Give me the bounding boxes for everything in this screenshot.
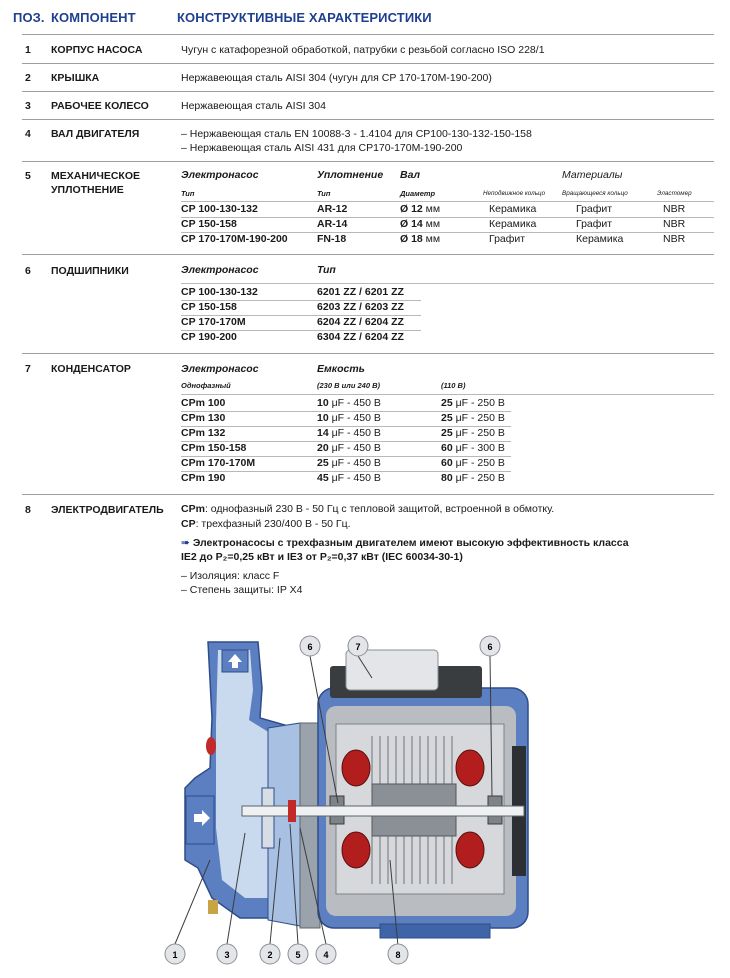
capacitance-230 [317, 397, 381, 409]
seal-unit: мм [422, 203, 441, 215]
seal-fixed-ring: Керамика [489, 203, 537, 215]
row-number: 2 [25, 72, 31, 84]
component-name: ВАЛ ДВИГАТЕЛЯ [51, 128, 140, 140]
component-value: Нержавеющая сталь AISI 304 (чугун для CP 170-170M-190-200) [181, 72, 492, 84]
capacitor-pump-model: CPm 150-158 [181, 442, 247, 454]
capacitance-230-rating: μF - 450 В [328, 397, 381, 409]
row-divider [22, 91, 714, 92]
efficiency-line-1 [181, 537, 629, 549]
svg-text:7: 7 [355, 642, 361, 652]
bearing-pump-model: CP 100-130-132 [181, 286, 258, 298]
bearing-type: 6203 ZZ / 6203 ZZ [317, 301, 404, 313]
callout-8 [388, 944, 408, 964]
capacitance-110-value: 25 [441, 412, 453, 424]
seal-sub-type: Тип [181, 189, 195, 198]
bearing-pump-model: CP 190-200 [181, 331, 237, 343]
capacitor-pump-model: CPm 132 [181, 427, 226, 439]
seal-elastomer: NBR [663, 218, 686, 230]
seal-rotating-ring: Керамика [576, 233, 624, 245]
component-name: ЭЛЕКТРОДВИГАТЕЛЬ [51, 504, 164, 516]
shaft-line-2: – Нержавеющая сталь AISI 431 для CP170-170M-190-200 [181, 142, 463, 154]
component-name: РАБОЧЕЕ КОЛЕСО [51, 100, 149, 112]
seal-fixed-ring: Графит [489, 233, 526, 245]
efficiency-text-1: Электронасосы с трехфазным двигателем имеют высокую эффективность класса [192, 537, 629, 549]
capacitance-230-value: 45 [317, 472, 329, 484]
row-divider [22, 161, 714, 162]
pump-cutaway-diagram [150, 628, 570, 973]
component-name-2: УПЛОТНЕНИЕ [51, 184, 124, 196]
capacitance-230-value: 25 [317, 457, 329, 469]
capacitance-110-value: 60 [441, 442, 453, 454]
capacitance-110-rating: μF - 250 В [452, 457, 505, 469]
svg-text:5: 5 [295, 950, 301, 960]
capacitance-230-rating: μF - 450 В [328, 457, 381, 469]
capacitance-230-value: 20 [317, 442, 329, 454]
motor-body [318, 650, 528, 938]
seal-sub-rotating-ring: Вращающееся кольцо [562, 190, 628, 197]
motor-cp-label: CP [181, 518, 196, 530]
seal-rotating-ring: Графит [576, 218, 613, 230]
callout-7 [348, 636, 368, 656]
motor-cpm-text: : однофазный 230 В - 50 Гц с тепловой защитой, встроенной в обмотку. [204, 503, 555, 515]
seal-header-pump: Электронасос [181, 169, 259, 181]
svg-text:3: 3 [224, 950, 230, 960]
header-characteristics: КОНСТРУКТИВНЫЕ ХАРАКТЕРИСТИКИ [177, 10, 432, 25]
bearing-type: 6204 ZZ / 6204 ZZ [317, 316, 404, 328]
capacitance-230-rating: μF - 450 В [328, 442, 381, 454]
seal-pump-model: CP 100-130-132 [181, 203, 258, 215]
table-rule [181, 217, 714, 218]
capacitance-110-rating: μF - 250 В [452, 427, 505, 439]
seal-header-materials: Материалы [562, 169, 623, 181]
capacitance-110 [441, 427, 505, 439]
row-number: 8 [25, 504, 31, 516]
seal-sub-elastomer: Эластомер [657, 190, 692, 197]
capacitance-110 [441, 457, 505, 469]
capacitance-110 [441, 442, 505, 454]
component-value: Нержавеющая сталь AISI 304 [181, 100, 326, 112]
motor-cpm-label: CPm [181, 503, 205, 515]
capacitance-230 [317, 457, 381, 469]
callout-6-left [300, 636, 320, 656]
callout-5 [288, 944, 308, 964]
seal-fixed-ring: Керамика [489, 218, 537, 230]
row-divider [22, 119, 714, 120]
svg-text:4: 4 [323, 950, 329, 960]
seal-type: FN-18 [317, 233, 347, 245]
header-component: КОМПОНЕНТ [51, 10, 136, 25]
arrow-icon: ➠ [181, 537, 190, 549]
capacitance-110-rating: μF - 300 В [452, 442, 505, 454]
cover-impeller [262, 723, 320, 928]
row-number: 7 [25, 363, 31, 375]
shaft [242, 806, 524, 816]
seal-type: AR-12 [317, 203, 348, 215]
seal-sub-diameter: Диаметр [400, 189, 436, 198]
bearing-pump-model: CP 170-170M [181, 316, 246, 328]
cap-header-pump: Электронасос [181, 363, 259, 375]
capacitance-230-value: 10 [317, 412, 329, 424]
motor-cpm-line [181, 503, 554, 515]
row-divider [22, 63, 714, 64]
row-number: 3 [25, 100, 31, 112]
capacitance-110-value: 60 [441, 457, 453, 469]
capacitor-pump-model: CPm 130 [181, 412, 226, 424]
component-name: КОРПУС НАСОСА [51, 44, 143, 56]
seal-sub-fixed-ring: Неподвижное кольцо [483, 190, 546, 197]
capacitance-230 [317, 472, 381, 484]
capacitance-230 [317, 427, 381, 439]
cap-sub-110: (110 В) [441, 381, 466, 390]
callout-6-right [480, 636, 500, 656]
capacitance-110 [441, 397, 505, 409]
bearing-header-type: Тип [317, 264, 336, 276]
capacitor-pump-model: CPm 100 [181, 397, 226, 409]
component-name: КРЫШКА [51, 72, 100, 84]
seal-diameter-cell [400, 203, 440, 215]
bearing-header-pump: Электронасос [181, 264, 259, 276]
seal-unit: мм [422, 218, 441, 230]
motor-cp-text: : трехфазный 230/400 В - 50 Гц. [195, 518, 351, 530]
svg-text:1: 1 [172, 950, 178, 960]
seal-header-shaft: Вал [400, 169, 421, 181]
motor-cp-line [181, 518, 351, 530]
table-rule [181, 394, 714, 395]
row-divider [22, 254, 714, 255]
capacitance-230-rating: μF - 450 В [328, 412, 381, 424]
drain-plug [208, 900, 218, 914]
callout-4 [316, 944, 336, 964]
efficiency-line-2: IE2 до P₂=0,25 кВт и IE3 от P₂=0,37 кВт (IEC 60034-30-1) [181, 551, 463, 563]
cap-sub-230: (230 В или 240 В) [317, 381, 381, 390]
seal-type: AR-14 [317, 218, 348, 230]
header-pos: ПОЗ. [13, 10, 45, 25]
capacitance-110-value: 25 [441, 427, 453, 439]
seal-header-seal: Уплотнение [317, 169, 384, 181]
seal-diameter: Ø 14 [400, 218, 423, 230]
component-value: Чугун с катафорезной обработкой, патрубки с резьбой согласно ISO 228/1 [181, 44, 545, 56]
svg-text:6: 6 [487, 642, 493, 652]
capacitance-110-rating: μF - 250 В [452, 397, 505, 409]
table-rule [181, 201, 714, 202]
mechanical-seal [288, 800, 296, 822]
component-name: КОНДЕНСАТОР [51, 363, 131, 375]
capacitor-pump-model: CPm 190 [181, 472, 226, 484]
row-divider [22, 353, 714, 354]
capacitance-230-value: 10 [317, 397, 329, 409]
row-divider [22, 494, 714, 495]
seal-pump-model: CP 170-170M-190-200 [181, 233, 288, 245]
component-name-1: МЕХАНИЧЕСКОЕ [51, 170, 141, 182]
seal-sub-type: Тип [317, 189, 331, 198]
capacitance-230-rating: μF - 450 В [328, 427, 381, 439]
protection-degree: – Степень защиты: IP X4 [181, 584, 303, 596]
capacitance-110-value: 25 [441, 397, 453, 409]
capacitance-110-value: 80 [441, 472, 453, 484]
seal-rotating-ring: Графит [576, 203, 613, 215]
capacitance-230-value: 14 [317, 427, 329, 439]
shaft-line-1: – Нержавеющая сталь EN 10088-3 - 1.4104 для CP100-130-132-150-158 [181, 128, 532, 140]
callout-3 [217, 944, 237, 964]
header-divider [22, 34, 714, 35]
seal-diameter: Ø 12 [400, 203, 423, 215]
seal-diameter-cell [400, 218, 440, 230]
cap-header-capacity: Емкость [317, 363, 365, 375]
capacitance-110 [441, 412, 505, 424]
bearing-type: 6304 ZZ / 6204 ZZ [317, 331, 404, 343]
svg-text:8: 8 [395, 950, 401, 960]
bearing-pump-model: CP 150-158 [181, 301, 237, 313]
row-number: 5 [25, 170, 31, 182]
capacitor-pump-model: CPm 170-170M [181, 457, 256, 469]
seal-diameter: Ø 18 [400, 233, 423, 245]
svg-text:2: 2 [267, 950, 273, 960]
capacitance-110 [441, 472, 505, 484]
capacitance-110-rating: μF - 250 В [452, 412, 505, 424]
row-number: 6 [25, 265, 31, 277]
capacitance-230 [317, 442, 381, 454]
bearing-type: 6201 ZZ / 6201 ZZ [317, 286, 404, 298]
seal-pump-model: CP 150-158 [181, 218, 237, 230]
table-rule [181, 283, 714, 284]
capacitance-110-rating: μF - 250 В [452, 472, 505, 484]
seal-diameter-cell [400, 233, 440, 245]
row-number: 1 [25, 44, 31, 56]
capacitance-230-rating: μF - 450 В [328, 472, 381, 484]
callout-1 [165, 944, 185, 964]
seal-unit: мм [422, 233, 441, 245]
insulation-class: – Изоляция: класс F [181, 570, 280, 582]
svg-text:6: 6 [307, 642, 313, 652]
row-number: 4 [25, 128, 31, 140]
seal-elastomer: NBR [663, 233, 686, 245]
component-name: ПОДШИПНИКИ [51, 265, 129, 277]
capacitance-230 [317, 412, 381, 424]
cap-sub-single-phase: Однофазный [181, 381, 231, 390]
seal-elastomer: NBR [663, 203, 686, 215]
plug-red [206, 737, 216, 755]
callout-2 [260, 944, 280, 964]
